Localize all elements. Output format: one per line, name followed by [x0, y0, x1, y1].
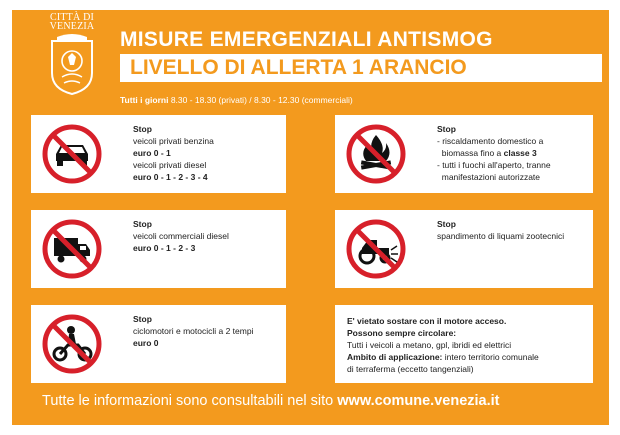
card-private-cars-text [133, 123, 214, 183]
fire-line-2b: classe 3 [503, 148, 537, 158]
card-slurry-spreading [335, 210, 593, 288]
tractor-line-1: spandimento di liquami zootecnici [437, 231, 565, 241]
no-car-icon [41, 123, 103, 185]
card-private-cars [31, 115, 286, 193]
info-line-4b: intero territorio comunale [442, 352, 539, 362]
logo-line-2: VENEZIA [49, 21, 95, 32]
fire-line-2a: biomassa fino a [441, 148, 504, 158]
cars-line-1: veicoli privati benzina [133, 136, 214, 146]
card-general-info-text [347, 315, 539, 375]
trucks-line-2: euro 0 - 1 - 2 - 3 [133, 243, 196, 253]
info-line-1: E' vietato sostare con il motore acceso. [347, 316, 507, 326]
info-line-2: Possono sempre circolare: [347, 328, 457, 338]
card-motorcycles-text [133, 313, 253, 349]
info-line-5: di terraferma (eccetto tangenziali) [347, 364, 474, 374]
card-commercial-vehicles-text [133, 218, 229, 254]
card-motorcycles [31, 305, 286, 383]
no-fire-icon [345, 123, 407, 185]
footer-text: Tutte le informazioni sono consultabili nel sito [42, 393, 338, 409]
hours-info [120, 95, 353, 105]
stop-label: Stop [133, 219, 152, 229]
card-heating-fires-text [437, 123, 551, 183]
logo-line-1: CITTÀ DI [49, 12, 95, 23]
info-line-4 [347, 351, 539, 363]
info-line-4a: Ambito di applicazione: [347, 352, 443, 362]
stop-label: Stop [133, 314, 152, 324]
card-commercial-vehicles [31, 210, 286, 288]
card-slurry-spreading-text [437, 218, 564, 242]
cars-line-3: veicoli privati diesel [133, 160, 207, 170]
cars-line-2: euro 0 - 1 [133, 148, 171, 158]
card-general-info [335, 305, 593, 383]
no-truck-icon [41, 218, 103, 280]
moto-line-2: euro 0 [133, 338, 159, 348]
stop-label: Stop [133, 124, 152, 134]
no-tractor-icon [345, 218, 407, 280]
no-motorcycle-icon [41, 313, 103, 375]
fire-line-1: - riscaldamento domestico a [437, 136, 544, 146]
hours-times: 8.30 - 18.30 (privati) / 8.30 - 12.30 (commerciali) [168, 95, 353, 105]
hours-days: Tutti i giorni [120, 95, 169, 105]
fire-line-4: manifestazioni autorizzate [441, 172, 541, 182]
trucks-line-1: veicoli commerciali diesel [133, 231, 229, 241]
moto-line-1: ciclomotori e motocicli a 2 tempi [133, 326, 254, 336]
crest-icon [47, 33, 97, 95]
cars-line-4: euro 0 - 1 - 2 - 3 - 4 [133, 172, 208, 182]
fire-line-2 [437, 147, 551, 159]
info-line-3: Tutti i veicoli a metano, gpl, ibridi ed elettrici [347, 340, 512, 350]
fire-line-3: - tutti i fuochi all'aperto, tranne [437, 160, 551, 170]
poster-title: MISURE EMERGENZIALI ANTISMOG [120, 28, 493, 51]
stop-label: Stop [437, 124, 456, 134]
footer [42, 393, 500, 409]
venezia-logo [37, 13, 107, 100]
alert-level-banner: LIVELLO DI ALLERTA 1 ARANCIO [120, 54, 602, 82]
website-link[interactable]: www.comune.venezia.it [337, 393, 500, 409]
card-heating-fires [335, 115, 593, 193]
stop-label: Stop [437, 219, 456, 229]
poster [12, 10, 609, 425]
